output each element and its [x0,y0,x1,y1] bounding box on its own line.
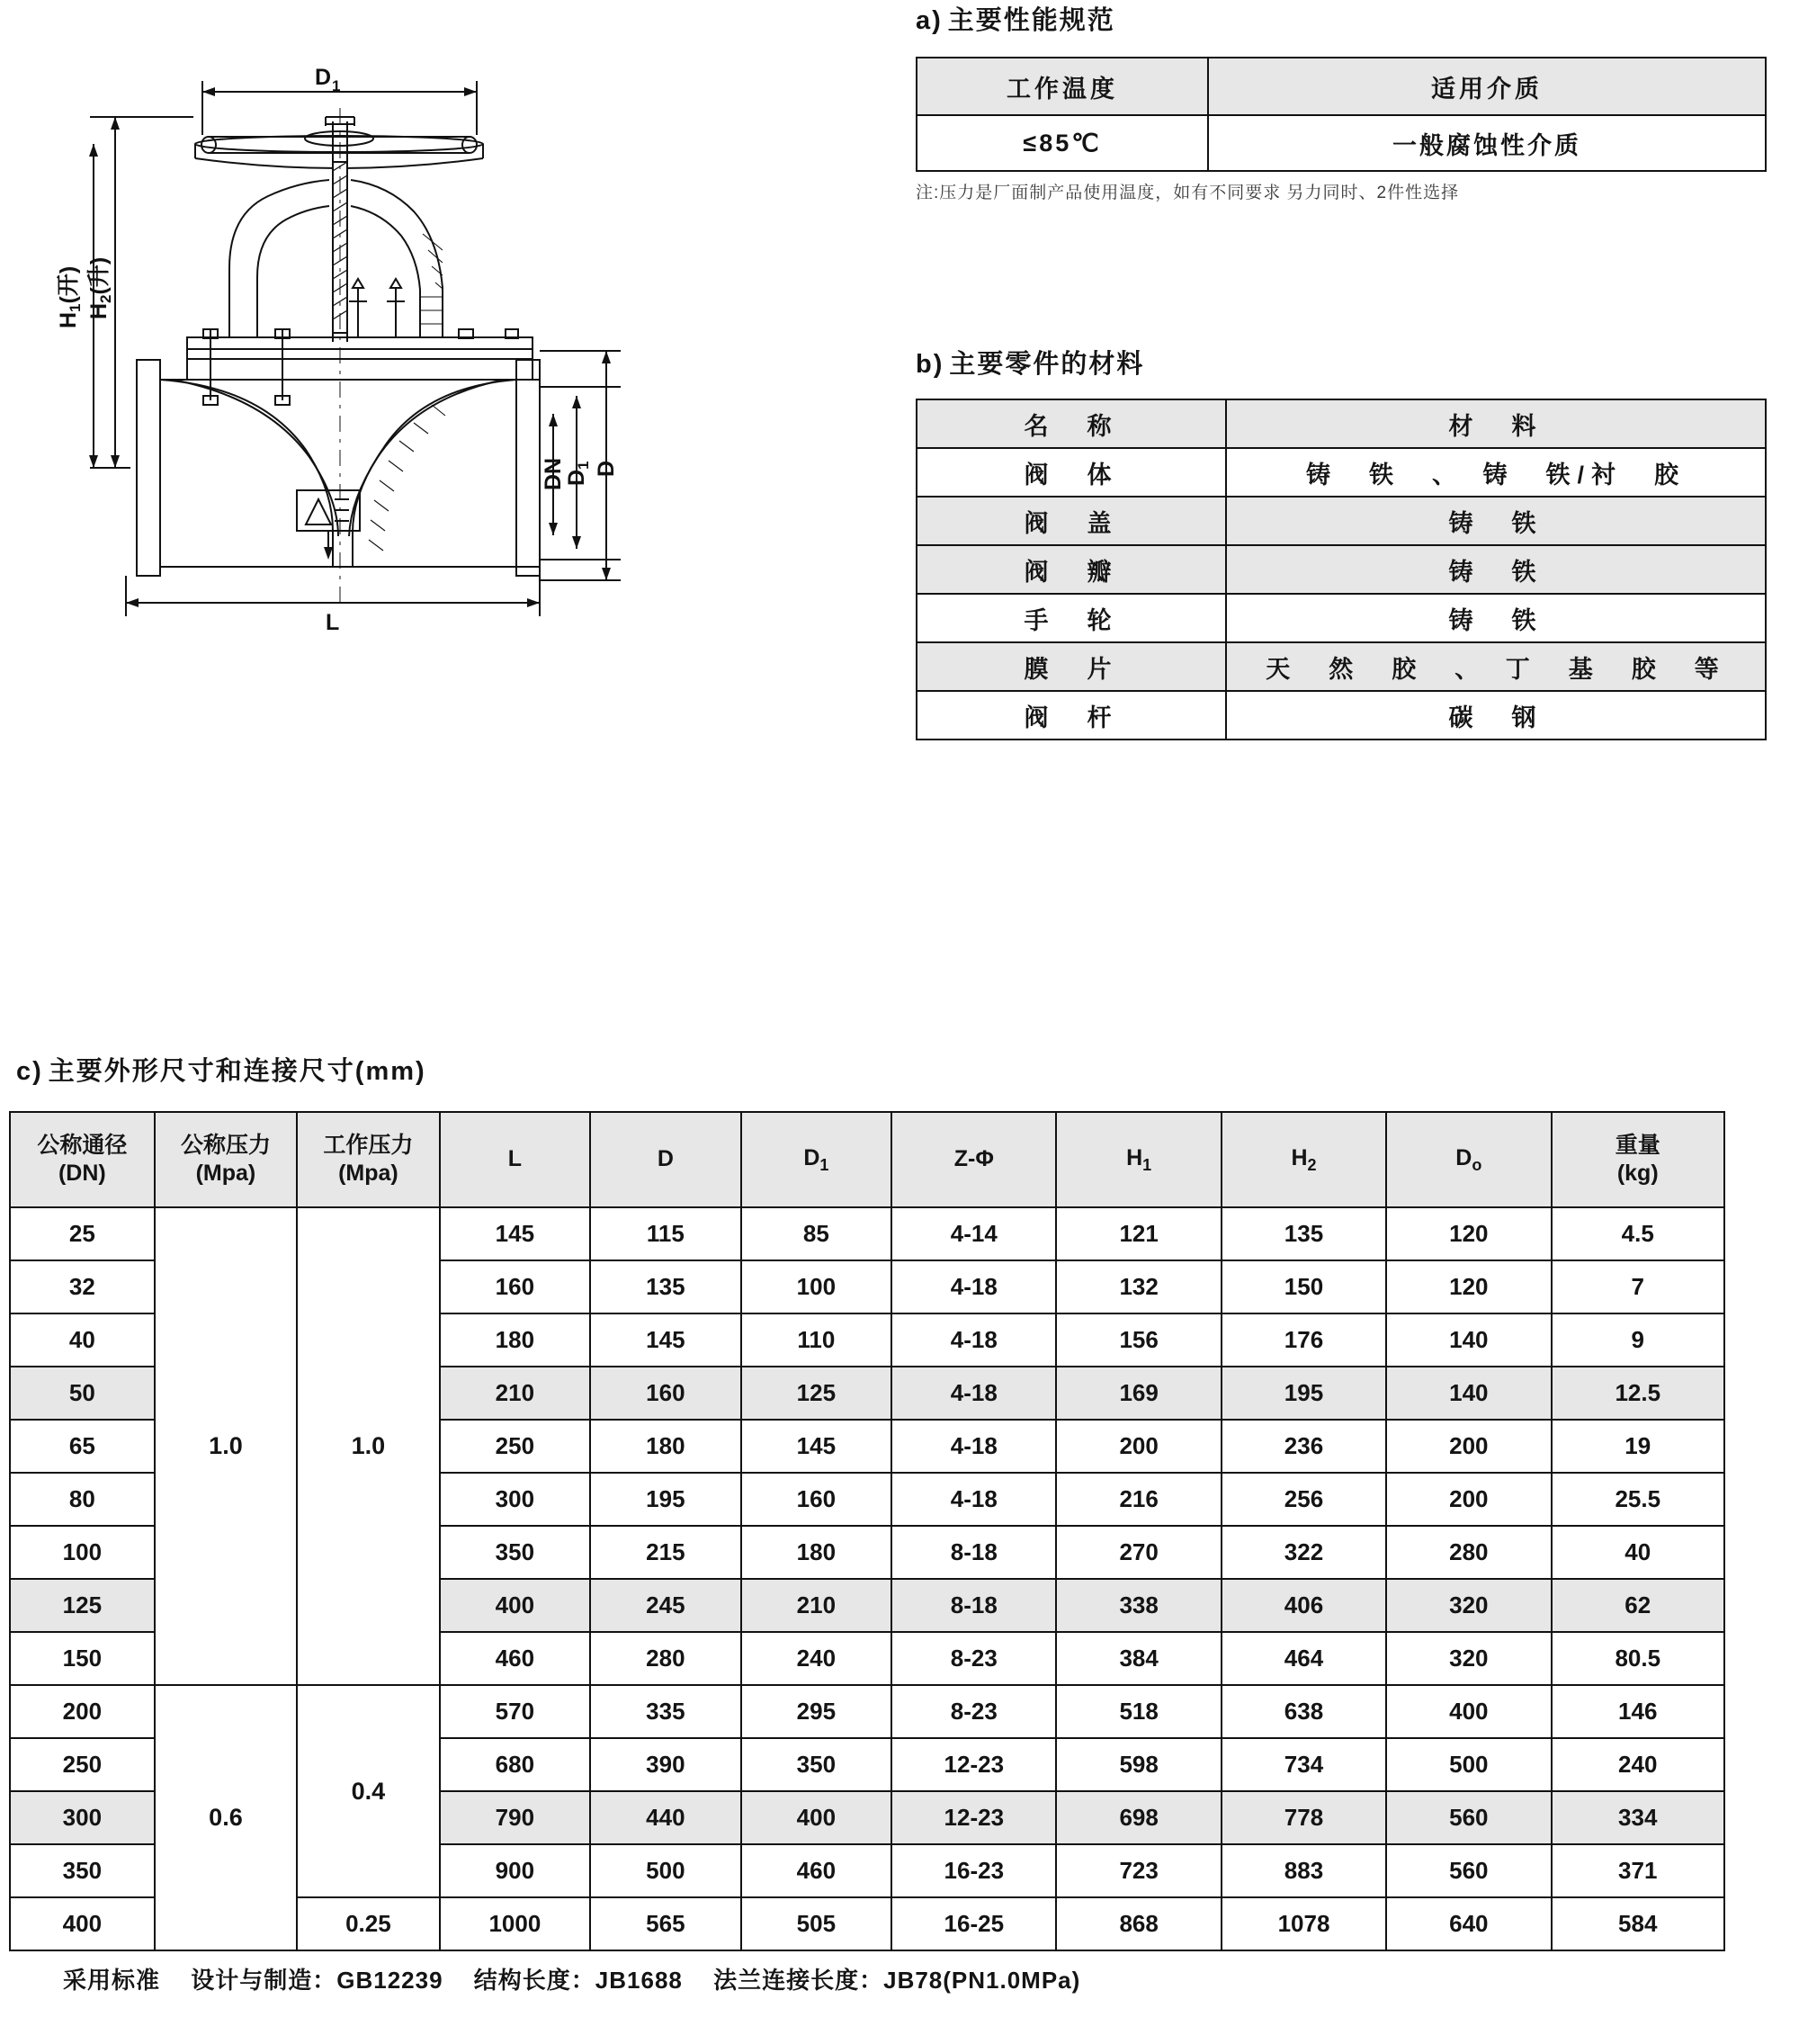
cell-l: 145 [440,1207,591,1260]
cell-d1: 110 [741,1313,892,1367]
material-section-number: b) [916,350,944,379]
cell-h1: 200 [1056,1420,1221,1473]
svg-text:1: 1 [332,77,341,94]
dimension-table [9,1111,1725,1951]
dimension-section-number: c) [16,1057,43,1086]
cell-dn: 125 [10,1579,155,1632]
cell-z: 8-18 [891,1526,1056,1579]
cell-h1: 518 [1056,1685,1221,1738]
dim-header-d: D [590,1112,741,1207]
cell-dn: 250 [10,1738,155,1791]
perf-value-temp: ≤85℃ [917,115,1208,171]
cell-h2: 195 [1222,1367,1386,1420]
cell-weight: 371 [1552,1844,1725,1897]
cell-z: 8-23 [891,1685,1056,1738]
cell-h2: 464 [1222,1632,1386,1685]
cell-dn: 350 [10,1844,155,1897]
valve-drawing-svg [36,27,900,657]
cell-h1: 384 [1056,1632,1221,1685]
cell-h1: 723 [1056,1844,1221,1897]
table-row [917,594,1766,642]
cell-do: 200 [1386,1473,1551,1526]
cell-z: 12-23 [891,1791,1056,1844]
cell-l: 350 [440,1526,591,1579]
cell-do: 320 [1386,1632,1551,1685]
cell-d: 390 [590,1738,741,1791]
cell-h2: 135 [1222,1207,1386,1260]
table-row [917,691,1766,740]
cell-l: 570 [440,1685,591,1738]
table-row [917,448,1766,497]
cell-d: 440 [590,1791,741,1844]
cell-do: 140 [1386,1313,1551,1367]
cell-h1: 132 [1056,1260,1221,1313]
perf-value-medium: 一般腐蚀性介质 [1208,115,1766,171]
cell-l: 400 [440,1579,591,1632]
cell-l: 180 [440,1313,591,1367]
cell-z: 16-25 [891,1897,1056,1950]
cell-dn: 150 [10,1632,155,1685]
performance-note: 注:压力是厂面制产品使用温度，如有不同要求 另力同时、2件性选择 [916,184,1460,202]
cell-d1: 350 [741,1738,892,1791]
cell-h1: 698 [1056,1791,1221,1844]
table-row [917,497,1766,545]
table-row [917,399,1766,448]
cell-d: 195 [590,1473,741,1526]
cell-dn: 200 [10,1685,155,1738]
cell-d1: 160 [741,1473,892,1526]
cell-weight: 9 [1552,1313,1725,1367]
cell-d: 115 [590,1207,741,1260]
mat-value-2: 铸 铁 [1226,545,1766,594]
dim-header-dn: 公称通径 (DN) [10,1112,155,1207]
cell-l: 790 [440,1791,591,1844]
cell-weight: 334 [1552,1791,1725,1844]
cell-do: 500 [1386,1738,1551,1791]
cell-d1: 145 [741,1420,892,1473]
cell-dn: 65 [10,1420,155,1473]
material-table [916,399,1767,740]
cell-z: 8-23 [891,1632,1056,1685]
table-row [917,115,1766,171]
dim-header-wp: 工作压力 (Mpa) [297,1112,439,1207]
dim-header-weight: 重量 (kg) [1552,1112,1725,1207]
cell-pn-group-1: 1.0 [155,1207,297,1685]
mat-value-4: 天 然 胶 、 丁 基 胶 等 [1226,642,1766,691]
dim-header-do: $D_o$ [1386,1112,1551,1207]
cell-z: 4-18 [891,1313,1056,1367]
cell-h1: 868 [1056,1897,1221,1950]
cell-d: 245 [590,1579,741,1632]
cell-dn: 40 [10,1313,155,1367]
cell-h1: 156 [1056,1313,1221,1367]
cell-weight: 12.5 [1552,1367,1725,1420]
cell-h2: 236 [1222,1420,1386,1473]
cell-h1: 169 [1056,1367,1221,1420]
drawing-label-h1: $H_1$(开) [56,265,84,328]
cell-h1: 598 [1056,1738,1221,1791]
cell-d: 500 [590,1844,741,1897]
dim-header-h1: $H_1$ [1056,1112,1221,1207]
cell-weight: 146 [1552,1685,1725,1738]
cell-h2: 322 [1222,1526,1386,1579]
cell-wp-group-3: 0.25 [297,1897,439,1950]
cell-h1: 216 [1056,1473,1221,1526]
cell-d1: 295 [741,1685,892,1738]
mat-header-name: 名 称 [917,399,1226,448]
cell-weight: 4.5 [1552,1207,1725,1260]
cell-z: 4-18 [891,1367,1056,1420]
dim-header-pn: 公称压力 (Mpa) [155,1112,297,1207]
cell-l: 210 [440,1367,591,1420]
table-header-row [10,1112,1724,1207]
cell-do: 140 [1386,1367,1551,1420]
mat-value-3: 铸 铁 [1226,594,1766,642]
dimension-section-title: c) 主要外形尺寸和连接尺寸(mm) [16,1057,426,1086]
cell-h2: 883 [1222,1844,1386,1897]
drawing-label-d1-top: D [315,65,332,90]
mat-header-material: 材 料 [1226,399,1766,448]
performance-table [916,57,1767,172]
cell-do: 200 [1386,1420,1551,1473]
valve-technical-drawing [36,27,900,657]
cell-d1: 505 [741,1897,892,1950]
cell-do: 640 [1386,1897,1551,1950]
mat-name-1: 阀 盖 [917,497,1226,545]
cell-dn: 300 [10,1791,155,1844]
material-spec-block [916,344,1770,740]
cell-d1: 125 [741,1367,892,1420]
table-row [917,545,1766,594]
cell-d1: 460 [741,1844,892,1897]
cell-d: 335 [590,1685,741,1738]
cell-z: 4-18 [891,1260,1056,1313]
cell-do: 560 [1386,1791,1551,1844]
cell-weight: 62 [1552,1579,1725,1632]
cell-h1: 121 [1056,1207,1221,1260]
cell-do: 560 [1386,1844,1551,1897]
performance-spec-block [916,0,1770,206]
cell-weight: 40 [1552,1526,1725,1579]
cell-z: 8-18 [891,1579,1056,1632]
cell-d: 565 [590,1897,741,1950]
cell-dn: 80 [10,1473,155,1526]
cell-wp-group-2: 0.4 [297,1685,439,1897]
cell-z: 4-14 [891,1207,1056,1260]
cell-l: 1000 [440,1897,591,1950]
cell-weight: 19 [1552,1420,1725,1473]
cell-h2: 1078 [1222,1897,1386,1950]
cell-do: 320 [1386,1579,1551,1632]
dimension-spec-block [9,1051,1786,1995]
dim-header-h2: $H_2$ [1222,1112,1386,1207]
cell-d: 215 [590,1526,741,1579]
cell-weight: 240 [1552,1738,1725,1791]
drawing-label-h2: $H_2$(升) [86,256,114,319]
cell-dn: 400 [10,1897,155,1950]
cell-l: 160 [440,1260,591,1313]
table-row [917,58,1766,115]
cell-wp-group-1: 1.0 [297,1207,439,1685]
cell-z: 12-23 [891,1738,1056,1791]
cell-d1: 100 [741,1260,892,1313]
cell-l: 900 [440,1844,591,1897]
drawing-label-dn: DN [541,457,566,490]
footnote-item-0: 设计与制造：GB12239 [191,1967,443,1994]
performance-section-title: a) 主要性能规范 [916,6,1115,35]
cell-z: 4-18 [891,1473,1056,1526]
cell-d1: 400 [741,1791,892,1844]
footnote-item-1: 结构长度：JB1688 [473,1967,683,1994]
cell-d: 280 [590,1632,741,1685]
table-row [917,642,1766,691]
dim-header-zphi: Z-Φ [891,1112,1056,1207]
cell-h2: 176 [1222,1313,1386,1367]
table-row [10,1207,1724,1260]
mat-name-3: 手 轮 [917,594,1226,642]
cell-d1: 85 [741,1207,892,1260]
cell-d: 160 [590,1367,741,1420]
material-section-title: b) 主要零件的材料 [916,350,1145,379]
footnote-item-2: 法兰连接长度：JB78(PN1.0MPa) [713,1967,1081,1994]
cell-dn: 50 [10,1367,155,1420]
cell-weight: 80.5 [1552,1632,1725,1685]
table-row [10,1685,1724,1738]
cell-do: 280 [1386,1526,1551,1579]
cell-l: 250 [440,1420,591,1473]
mat-value-0: 铸 铁 、 铸 铁/衬 胶 [1226,448,1766,497]
footnote-label: 采用标准 [63,1967,161,1994]
cell-l: 300 [440,1473,591,1526]
cell-weight: 25.5 [1552,1473,1725,1526]
cell-l: 460 [440,1632,591,1685]
mat-name-5: 阀 杆 [917,691,1226,740]
drawing-label-d-small: $D_1$ [564,461,592,486]
dim-header-d1: $D_1$ [741,1112,892,1207]
mat-name-0: 阀 体 [917,448,1226,497]
cell-h2: 256 [1222,1473,1386,1526]
mat-value-5: 碳 钢 [1226,691,1766,740]
drawing-label-l: L [326,610,340,635]
cell-z: 16-23 [891,1844,1056,1897]
cell-h1: 338 [1056,1579,1221,1632]
cell-do: 400 [1386,1685,1551,1738]
cell-h2: 406 [1222,1579,1386,1632]
cell-dn: 32 [10,1260,155,1313]
dim-header-l: L [440,1112,591,1207]
perf-header-medium: 适用介质 [1208,58,1766,115]
cell-dn: 25 [10,1207,155,1260]
cell-dn: 100 [10,1526,155,1579]
cell-z: 4-18 [891,1420,1056,1473]
cell-d1: 210 [741,1579,892,1632]
cell-h1: 270 [1056,1526,1221,1579]
cell-d1: 240 [741,1632,892,1685]
cell-d: 145 [590,1313,741,1367]
cell-h2: 638 [1222,1685,1386,1738]
drawing-label-d-big: D [594,460,619,477]
perf-header-temp: 工作温度 [917,58,1208,115]
cell-d1: 180 [741,1526,892,1579]
cell-do: 120 [1386,1260,1551,1313]
cell-d: 135 [590,1260,741,1313]
mat-value-1: 铸 铁 [1226,497,1766,545]
cell-l: 680 [440,1738,591,1791]
cell-pn-group-2: 0.6 [155,1685,297,1950]
cell-d: 180 [590,1420,741,1473]
cell-h2: 778 [1222,1791,1386,1844]
performance-section-number: a) [916,6,943,35]
mat-name-4: 膜 片 [917,642,1226,691]
cell-weight: 7 [1552,1260,1725,1313]
mat-name-2: 阀 瓣 [917,545,1226,594]
dimension-footnote [63,1962,1786,1995]
cell-h2: 150 [1222,1260,1386,1313]
cell-do: 120 [1386,1207,1551,1260]
cell-weight: 584 [1552,1897,1725,1950]
cell-h2: 734 [1222,1738,1386,1791]
